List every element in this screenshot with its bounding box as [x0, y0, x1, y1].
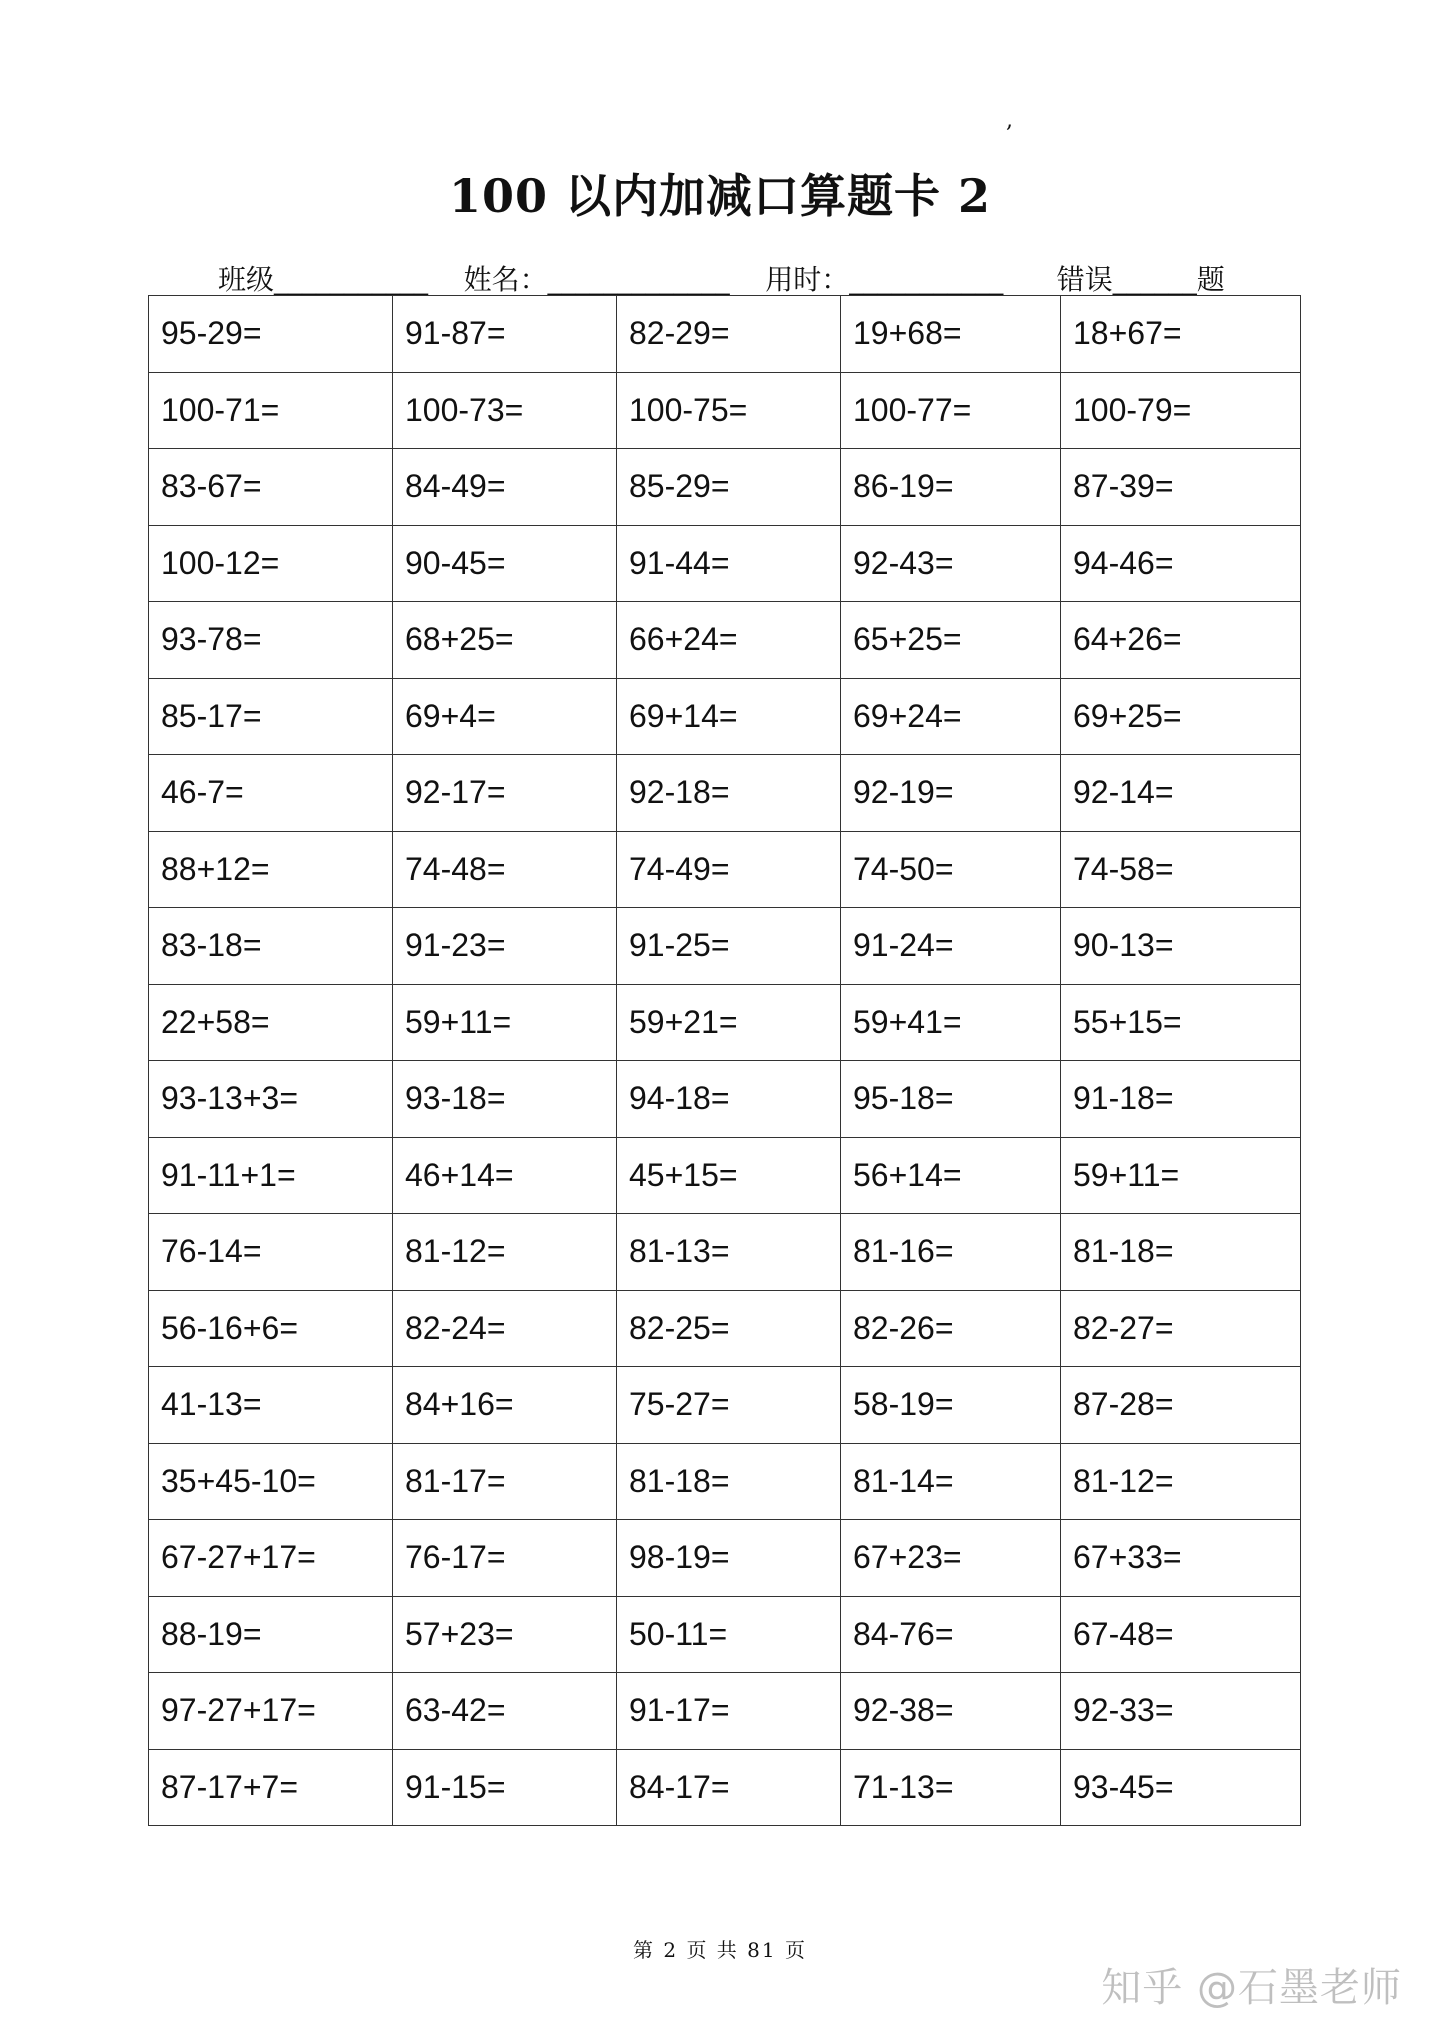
problem-cell: 84-76= [841, 1596, 1061, 1673]
problem-cell: 84-49= [393, 449, 617, 526]
problem-cell: 95-29= [149, 296, 393, 373]
problem-cell: 90-45= [393, 525, 617, 602]
problem-cell: 81-18= [1061, 1214, 1301, 1291]
problem-cell: 91-15= [393, 1749, 617, 1826]
problem-cell: 88+12= [149, 831, 393, 908]
table-row [149, 1520, 1301, 1597]
table-row [149, 1596, 1301, 1673]
problem-cell: 90-13= [1061, 908, 1301, 985]
problem-cell: 91-18= [1061, 1061, 1301, 1138]
table-row [149, 449, 1301, 526]
table-row [149, 908, 1301, 985]
table-row [149, 372, 1301, 449]
table-row [149, 678, 1301, 755]
problem-cell: 95-18= [841, 1061, 1061, 1138]
problem-cell: 92-17= [393, 755, 617, 832]
table-row [149, 602, 1301, 679]
table-row [149, 1061, 1301, 1138]
table-row [149, 296, 1301, 373]
problem-cell: 84-17= [617, 1749, 841, 1826]
problem-cell: 59+41= [841, 984, 1061, 1061]
name-field: 姓名：_____________ [463, 263, 730, 296]
problem-cell: 100-12= [149, 525, 393, 602]
info-line [218, 258, 1225, 298]
problem-cell: 67-48= [1061, 1596, 1301, 1673]
problem-cell: 91-17= [617, 1673, 841, 1750]
problem-cell: 68+25= [393, 602, 617, 679]
problem-cell: 91-44= [617, 525, 841, 602]
problem-cell: 82-26= [841, 1290, 1061, 1367]
problem-cell: 91-87= [393, 296, 617, 373]
problem-cell: 46-7= [149, 755, 393, 832]
table-row [149, 1673, 1301, 1750]
problem-cell: 81-17= [393, 1443, 617, 1520]
problem-cell: 59+11= [393, 984, 617, 1061]
problem-cell: 63-42= [393, 1673, 617, 1750]
problem-cell: 82-27= [1061, 1290, 1301, 1367]
problem-cell: 81-14= [841, 1443, 1061, 1520]
problem-cell: 81-12= [1061, 1443, 1301, 1520]
problem-cell: 93-78= [149, 602, 393, 679]
problem-cell: 81-12= [393, 1214, 617, 1291]
watermark: 知乎 @石墨老师 [1101, 1965, 1402, 2011]
table-row [149, 1214, 1301, 1291]
problem-cell: 35+45-10= [149, 1443, 393, 1520]
problem-cell: 58-19= [841, 1367, 1061, 1444]
problem-cell: 64+26= [1061, 602, 1301, 679]
problem-cell: 65+25= [841, 602, 1061, 679]
problem-cell: 85-17= [149, 678, 393, 755]
problem-cell: 56+14= [841, 1137, 1061, 1214]
problem-grid [148, 295, 1301, 1826]
problem-cell: 91-24= [841, 908, 1061, 985]
problem-cell: 50-11= [617, 1596, 841, 1673]
table-row [149, 1443, 1301, 1520]
problem-cell: 91-25= [617, 908, 841, 985]
problem-cell: 94-18= [617, 1061, 841, 1138]
time-field: 用时：___________ [765, 263, 1004, 296]
problem-cell: 45+15= [617, 1137, 841, 1214]
problem-cell: 67+23= [841, 1520, 1061, 1597]
error-field: 错误______题 [1056, 263, 1225, 296]
problem-cell: 82-24= [393, 1290, 617, 1367]
problem-cell: 69+4= [393, 678, 617, 755]
problem-cell: 66+24= [617, 602, 841, 679]
problem-cell: 74-49= [617, 831, 841, 908]
problem-cell: 67-27+17= [149, 1520, 393, 1597]
problem-cell: 71-13= [841, 1749, 1061, 1826]
problem-cell: 87-17+7= [149, 1749, 393, 1826]
problem-cell: 74-50= [841, 831, 1061, 908]
table-row [149, 755, 1301, 832]
table-row [149, 1367, 1301, 1444]
problem-cell: 100-77= [841, 372, 1061, 449]
problem-cell: 94-46= [1061, 525, 1301, 602]
table-row [149, 1749, 1301, 1826]
problem-cell: 93-18= [393, 1061, 617, 1138]
problem-cell: 67+33= [1061, 1520, 1301, 1597]
problem-cell: 91-23= [393, 908, 617, 985]
problem-cell: 100-79= [1061, 372, 1301, 449]
table-row [149, 525, 1301, 602]
problem-cell: 100-73= [393, 372, 617, 449]
problem-cell: 83-18= [149, 908, 393, 985]
problem-cell: 97-27+17= [149, 1673, 393, 1750]
problem-cell: 74-48= [393, 831, 617, 908]
table-row [149, 831, 1301, 908]
problem-cell: 74-58= [1061, 831, 1301, 908]
problem-cell: 87-39= [1061, 449, 1301, 526]
problem-cell: 86-19= [841, 449, 1061, 526]
problem-cell: 22+58= [149, 984, 393, 1061]
page-title: 100 以内加减口算题卡 2 [448, 169, 992, 223]
problem-cell: 98-19= [617, 1520, 841, 1597]
problem-cell: 69+24= [841, 678, 1061, 755]
problem-cell: 41-13= [149, 1367, 393, 1444]
problem-cell: 69+14= [617, 678, 841, 755]
table-row [149, 984, 1301, 1061]
problem-cell: 18+67= [1061, 296, 1301, 373]
page-footer: 第 2 页 共 81 页 [633, 1938, 807, 1962]
problem-cell: 81-13= [617, 1214, 841, 1291]
table-row [149, 1290, 1301, 1367]
problem-cell: 92-33= [1061, 1673, 1301, 1750]
problem-cell: 82-25= [617, 1290, 841, 1367]
problem-cell: 100-71= [149, 372, 393, 449]
problem-cell: 69+25= [1061, 678, 1301, 755]
problem-cell: 56-16+6= [149, 1290, 393, 1367]
problem-cell: 84+16= [393, 1367, 617, 1444]
problem-cell: 92-43= [841, 525, 1061, 602]
problem-cell: 59+11= [1061, 1137, 1301, 1214]
problem-cell: 100-75= [617, 372, 841, 449]
problem-cell: 81-18= [617, 1443, 841, 1520]
problem-cell: 75-27= [617, 1367, 841, 1444]
problem-cell: 46+14= [393, 1137, 617, 1214]
problem-cell: 92-18= [617, 755, 841, 832]
problem-cell: 81-16= [841, 1214, 1061, 1291]
problem-cell: 76-14= [149, 1214, 393, 1291]
problem-cell: 59+21= [617, 984, 841, 1061]
problem-cell: 55+15= [1061, 984, 1301, 1061]
class-field: 班级___________ [218, 263, 429, 296]
problem-cell: 76-17= [393, 1520, 617, 1597]
table-row [149, 1137, 1301, 1214]
stray-mark: , [1006, 108, 1013, 133]
problem-cell: 92-14= [1061, 755, 1301, 832]
problem-cell: 83-67= [149, 449, 393, 526]
problem-cell: 93-13+3= [149, 1061, 393, 1138]
problem-cell: 19+68= [841, 296, 1061, 373]
problem-cell: 57+23= [393, 1596, 617, 1673]
problem-cell: 88-19= [149, 1596, 393, 1673]
problem-cell: 87-28= [1061, 1367, 1301, 1444]
problem-cell: 91-11+1= [149, 1137, 393, 1214]
problem-cell: 85-29= [617, 449, 841, 526]
problem-cell: 82-29= [617, 296, 841, 373]
problem-cell: 92-19= [841, 755, 1061, 832]
problem-cell: 93-45= [1061, 1749, 1301, 1826]
problem-cell: 92-38= [841, 1673, 1061, 1750]
